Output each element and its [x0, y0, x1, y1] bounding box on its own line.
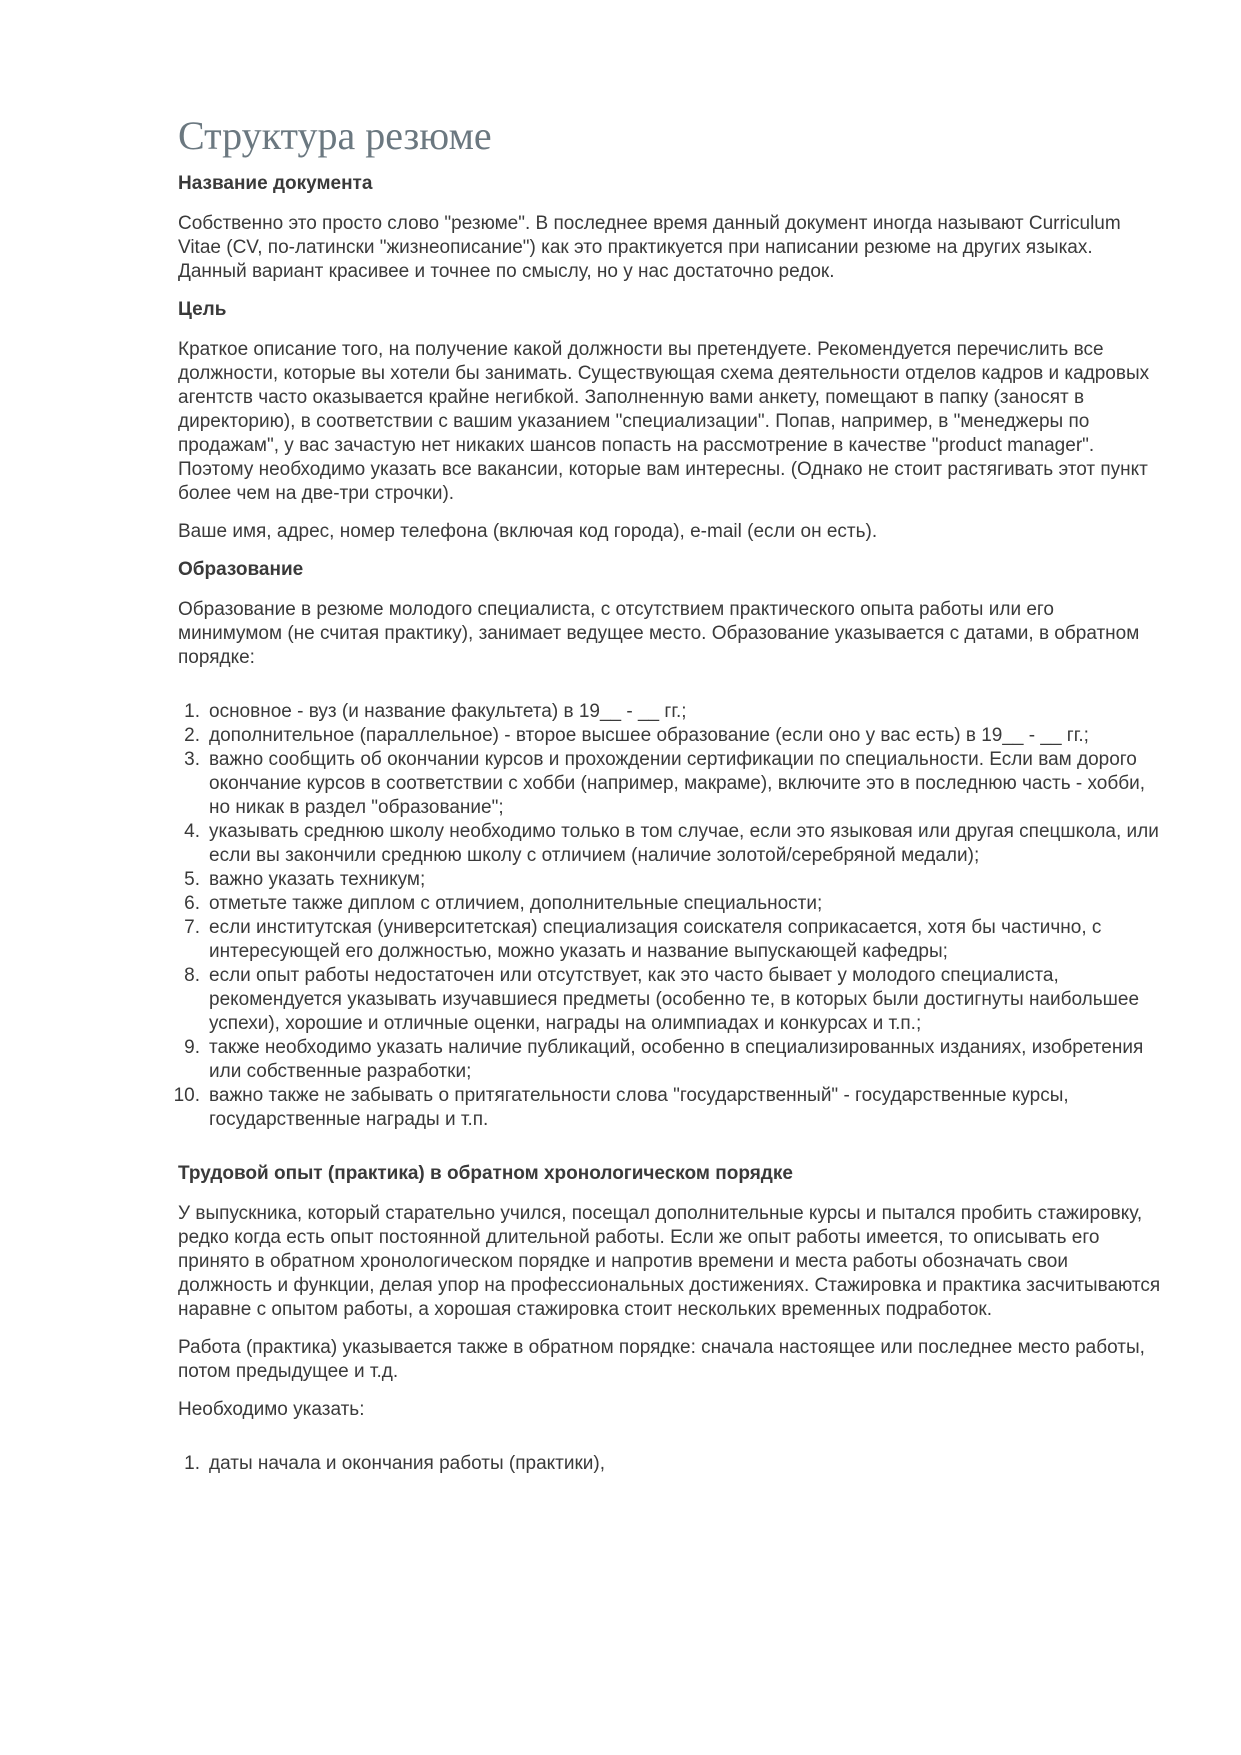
list-item — [178, 916, 1163, 964]
list-item — [178, 964, 1163, 1036]
section-heading: Образование — [178, 559, 304, 580]
paragraph: Работа (практика) указывается также в обратном порядке: сначала настоящее или последнее место работы, потом предыдущее и т.д. — [178, 1337, 1145, 1382]
list-item-text: дополнительное (параллельное) - второе высшее образование (если оно у вас есть) в 19__ - __ гг.; — [209, 725, 1089, 746]
section-heading: Название документа — [178, 173, 373, 194]
document-title: Структура резюме — [178, 113, 492, 158]
document-page — [173, 112, 1163, 1506]
section-document-name — [178, 172, 1163, 284]
list-number: 7 . — [170, 916, 200, 940]
list-item — [178, 1036, 1163, 1084]
paragraph: Собственно это просто слово "резюме". В последнее время данный документ иногда называют Curriculum Vitae (CV, по-латински "жизнеописание") как это практикуется при написании резюме на других языках. Данный вариант красивее и точнее по смыслу, но у нас достаточно редок. — [178, 213, 1121, 282]
list-item-text: указывать среднюю школу необходимо только в том случае, если это языковая или другая спецшкола, или если вы закончили среднюю школу с отличием (наличие золотой/серебряной медали); — [209, 821, 1159, 866]
list-item-text: также необходимо указать наличие публикаций, особенно в специализированных изданиях, изобретения или собственные разработки; — [209, 1037, 1144, 1082]
section-heading: Цель — [178, 299, 227, 320]
section-education — [173, 558, 1163, 1132]
list-item-text: если опыт работы недостаточен или отсутствует, как это часто бывает у молодого специалиста, рекомендуется указывать изучавшиеся предметы (особенно те, в которых были достигнуты наибольшее успехи), хорошие и отличные оценки, награды на олимпиадах и конкурсах и т.п.; — [209, 965, 1140, 1034]
list-number: 9 . — [170, 1036, 200, 1060]
list-number: 1 . — [170, 1452, 200, 1476]
section-goal — [178, 298, 1163, 544]
list-item — [178, 724, 1163, 748]
list-item-text: важно сообщить об окончании курсов и прохождении сертификации по специальности. Если вам дорого окончание курсов в соответствии с хобби (например, макраме), включите это в последнюю часть - хобби, но никак в раздел "образование"; — [209, 749, 1145, 818]
list-item-text: важно также не забывать о притягательности слова "государственный" - государственные курсы, государственные награды и т.п. — [209, 1085, 1069, 1130]
list-item — [173, 1084, 1163, 1132]
list-number: 1 . — [170, 700, 200, 724]
list-item — [178, 820, 1163, 868]
list-item-text: важно указать техникум; — [209, 869, 426, 890]
list-item — [178, 892, 1163, 916]
list-number: 5 . — [170, 868, 200, 892]
section-work-experience — [178, 1162, 1163, 1476]
list-item-text: отметьте также диплом с отличием, дополнительные специальности; — [209, 893, 823, 914]
work-list — [178, 1452, 1163, 1476]
list-number: 2 . — [170, 724, 200, 748]
list-item-text: основное - вуз (и название факультета) в 19__ - __ гг.; — [209, 701, 687, 722]
paragraph: У выпускника, который старательно учился, посещал дополнительные курсы и пытался пробить стажировку, редко когда есть опыт постоянной длительной работы. Если же опыт работы имеется, то описывать его принято в обратном хронологическом порядке и напротив времени и места работы обозначать свои должность и функции, делая упор на профессиональных достижениях. Стажировка и практика засчитываются наравне с опытом работы, а хорошая стажировка стоит нескольких временных подработок. — [178, 1203, 1161, 1320]
list-item-text: даты начала и окончания работы (практики), — [209, 1453, 606, 1474]
section-heading: Трудовой опыт (практика) в обратном хронологическом порядке — [178, 1163, 793, 1184]
list-item — [178, 1452, 1163, 1476]
list-item-text: если институтская (университетская) специализация соискателя соприкасается, хотя бы частично, с интересующей его должностью, можно указать и название выпускающей кафедры; — [209, 917, 1102, 962]
list-number: 8 . — [170, 964, 200, 988]
paragraph: Краткое описание того, на получение какой должности вы претендуете. Рекомендуется перечислить все должности, которые вы хотели бы занимать. Существующая схема деятельности отделов кадров и кадровых агентств часто оказывается крайне негибкой. Заполненную вами анкету, помещают в папку (заносят в директорию), в соответствии с вашим указанием "специализации". Попав, например, в "менеджеры по продажам", у вас зачастую нет никаких шансов попасть на рассмотрение в качестве "product manager". Поэтому необходимо указать все вакансии, которые вам интересны. (Однако не стоит растягивать этот пункт более чем на две-три строчки). — [178, 339, 1150, 504]
list-item — [178, 748, 1163, 820]
list-number: 10 . — [170, 1084, 200, 1108]
list-number: 4 . — [170, 820, 200, 844]
list-number: 6 . — [170, 892, 200, 916]
paragraph: Необходимо указать: — [178, 1399, 365, 1420]
paragraph: Ваше имя, адрес, номер телефона (включая код города), e-mail (если он есть). — [178, 521, 878, 542]
list-item — [178, 700, 1163, 724]
education-list — [173, 700, 1163, 1132]
list-number: 3 . — [170, 748, 200, 772]
list-item — [178, 868, 1163, 892]
paragraph: Образование в резюме молодого специалиста, с отсутствием практического опыта работы или его минимумом (не считая практику), занимает ведущее место. Образование указывается с датами, в обратном порядке: — [178, 599, 1140, 668]
